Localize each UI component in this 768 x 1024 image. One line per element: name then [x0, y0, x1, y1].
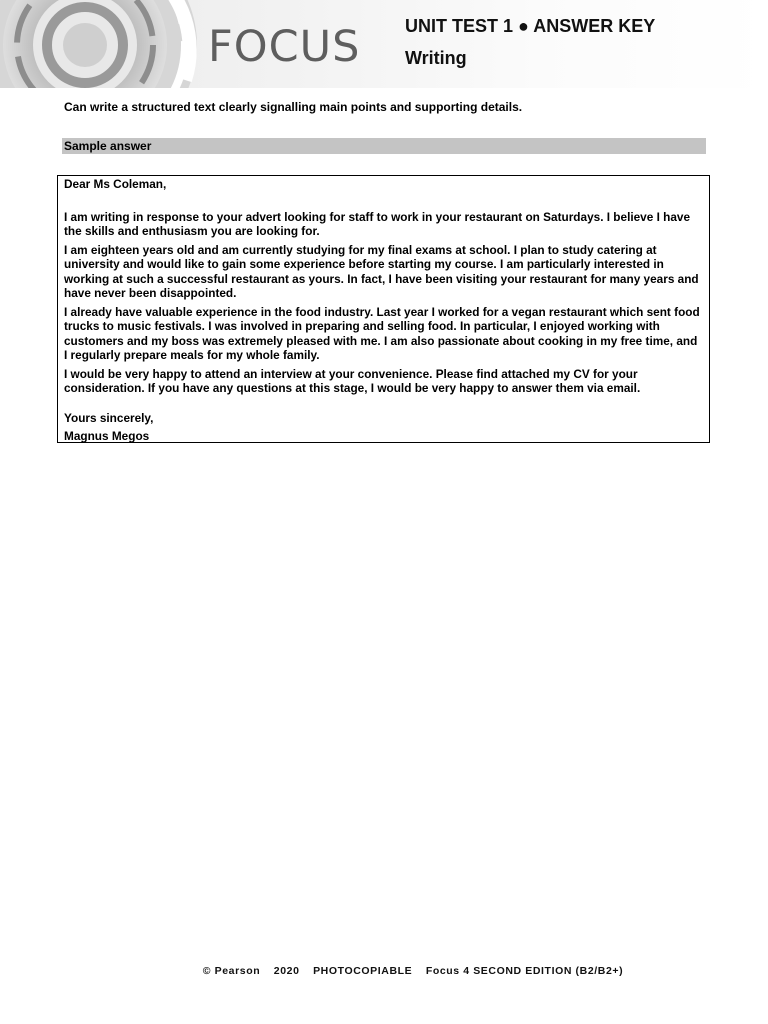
unit-subtitle: Writing	[405, 48, 467, 68]
letter-signature: Magnus Megos	[64, 429, 150, 443]
page-footer	[0, 965, 768, 977]
letter-paragraph: I already have valuable experience in the food industry. Last year I worked for a vegan restaurant which sent food trucks to music festivals. I was involved in preparing and selling food. In particular, I enjoyed working with customers and my boss was extremely pleased with me. I am also passionate about cooking in my free time, and I regularly prepare meals for my whole family.	[64, 304, 700, 362]
letter-paragraph: I would be very happy to attend an interview at your convenience. Please find attached my CV for your consideration. If you have any questions at this stage, I would be very happy to answer them via email.	[64, 366, 641, 395]
footer-copyright: © Pearson	[202, 965, 261, 977]
learning-objective: Can write a structured text clearly signalling main points and supporting details.	[64, 100, 523, 114]
footer-edition: Focus 4 SECOND EDITION (B2/B2+)	[425, 965, 624, 977]
letter-greeting: Dear Ms Coleman,	[64, 177, 167, 191]
footer-year: 2020	[273, 965, 300, 977]
focus-logo-graphic-icon	[0, 0, 200, 88]
sample-letter	[57, 175, 710, 443]
section-header	[62, 138, 706, 154]
letter-closing: Yours sincerely,	[64, 410, 154, 425]
footer-photocopiable: PHOTOCOPIABLE	[313, 965, 413, 977]
letter-paragraph: I am eighteen years old and am currently studying for my final exams at school. I plan to study catering at university and would like to gain some experience before starting my course. I am particularly interested in working at such a successful restaurant as yours. In fact, I have been visiting your restaurant for many years and have never been disappointed.	[64, 242, 699, 300]
brand-logo: FOCUS	[208, 22, 361, 72]
page-header	[0, 0, 768, 88]
unit-title: UNIT TEST 1 ● ANSWER KEY	[405, 16, 656, 36]
letter-paragraph: I am writing in response to your advert looking for staff to work in your restaurant on Saturdays. I believe I have the skills and enthusiasm you are looking for.	[64, 209, 691, 238]
section-title: Sample answer	[64, 139, 152, 153]
